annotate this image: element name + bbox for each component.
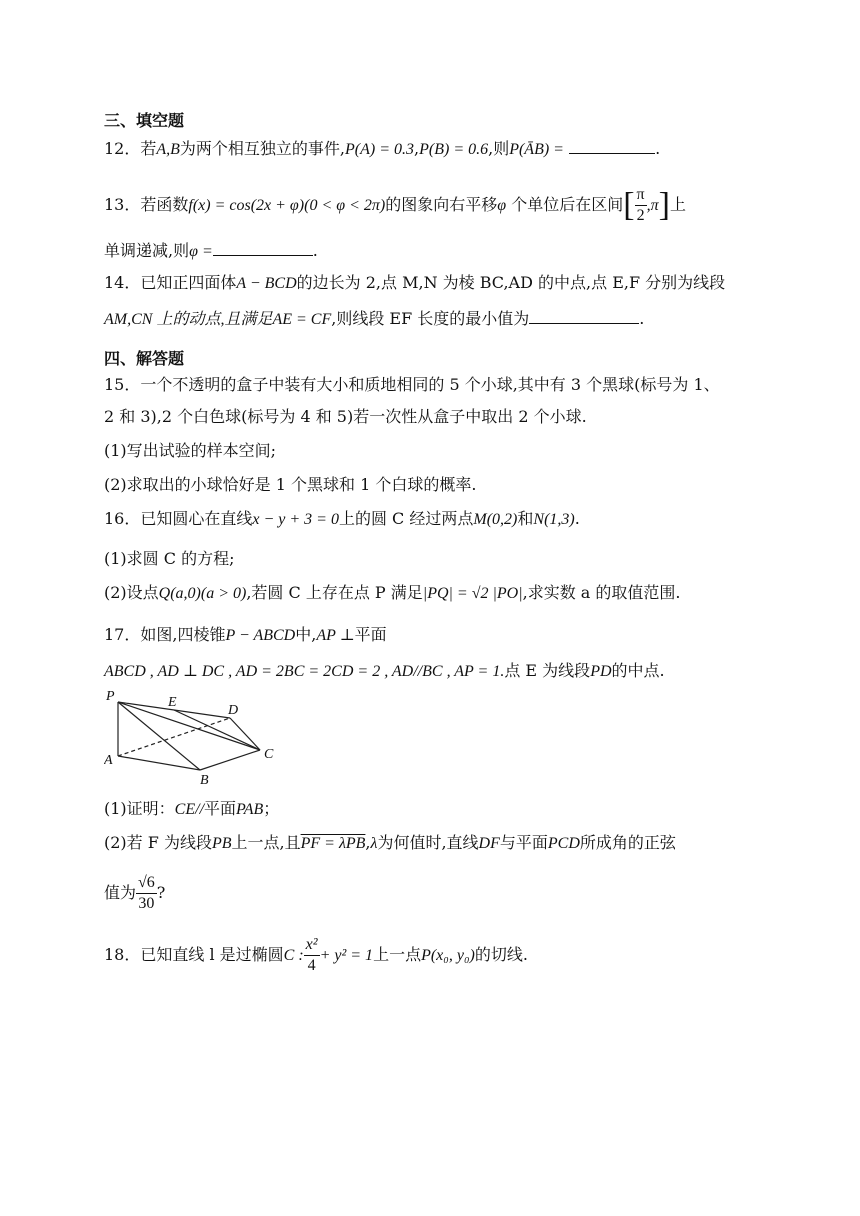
q18-text: 上一点 bbox=[373, 945, 422, 964]
fraction-pi-over-2 bbox=[635, 185, 647, 226]
q17-pyramid: P − ABCD bbox=[225, 627, 296, 644]
q12-text: 12．若 bbox=[104, 139, 157, 158]
question-17-part-1 bbox=[104, 798, 760, 821]
q14-text: ,则线段 EF 长度的最小值为 bbox=[331, 309, 530, 328]
fraction-numerator: √6 bbox=[136, 873, 157, 894]
q16-text: (2)设点 bbox=[104, 583, 159, 602]
edge-pc bbox=[118, 702, 260, 750]
q16-condition: |PQ| = √2 |PO| bbox=[422, 585, 523, 602]
q17-segment-pb: PB bbox=[211, 835, 232, 852]
q17-plane-pab: PAB bbox=[236, 801, 264, 818]
q14-text: 14．已知正四面体 bbox=[104, 273, 237, 292]
interval-upper: ,π bbox=[646, 197, 659, 214]
q17-text: (2)若 F 为线段 bbox=[104, 833, 212, 852]
answer-blank bbox=[213, 241, 313, 256]
q17-line-df: DF bbox=[478, 835, 500, 852]
q18-ellipse-tail: + y² = 1 bbox=[319, 947, 374, 964]
q17-text: 中, bbox=[295, 625, 317, 644]
q17-plane-pcd: PCD bbox=[547, 835, 580, 852]
question-15: 15．一个不透明的盒子中装有大小和质地相同的 5 个小球,其中有 3 个黑球(标号为 1、 bbox=[104, 375, 720, 394]
q16-text: ,若圆 C 上存在点 P 满足 bbox=[246, 583, 423, 602]
fraction-denominator: 4 bbox=[307, 957, 316, 974]
label-a: A bbox=[104, 753, 113, 768]
q17-text: 值为 bbox=[104, 883, 137, 902]
q17-text: (1)证明： bbox=[104, 799, 175, 818]
question-16-part-2 bbox=[104, 582, 760, 605]
question-15-line-2: 2 和 3),2 个白色球(标号为 4 和 5)若一次性从盒子中取出 2 个小球. bbox=[104, 407, 587, 426]
q16-text: 上的圆 C 经过两点 bbox=[338, 509, 474, 528]
q13-text: 上 bbox=[669, 195, 686, 214]
q17-text: , bbox=[365, 833, 371, 852]
q17-text: 为何值时,直线 bbox=[377, 833, 479, 852]
q12-prob-b: P(B) = 0.6 bbox=[419, 141, 489, 158]
edge-bc bbox=[200, 750, 260, 770]
q17-perpendicular: AP ⊥ bbox=[316, 627, 355, 644]
q17-text: ? bbox=[156, 883, 166, 902]
label-d: D bbox=[228, 703, 239, 718]
question-15-part-1: (1)写出试验的样本空间; bbox=[104, 441, 277, 460]
fraction-x2-over-4 bbox=[304, 935, 320, 976]
q13-text: 13．若函数 bbox=[104, 195, 189, 214]
pyramid-figure bbox=[104, 688, 284, 792]
q17-vector-condition: PF = λPB bbox=[300, 835, 366, 852]
q17-ce-parallel: CE// bbox=[174, 801, 205, 818]
q17-text: 点 E 为线段 bbox=[504, 661, 591, 680]
q17-text: 的中点. bbox=[611, 661, 665, 680]
q17-text: 与平面 bbox=[499, 833, 548, 852]
q14-tetrahedron: A − BCD bbox=[236, 275, 297, 292]
q17-text: 所成角的正弦 bbox=[579, 833, 676, 852]
question-13 bbox=[104, 180, 760, 230]
question-16-part-1: (1)求圆 C 的方程; bbox=[104, 549, 235, 568]
q17-text: 平面 bbox=[354, 625, 387, 644]
q16-point-n: N(1,3) bbox=[533, 511, 575, 528]
fraction-denominator: 30 bbox=[138, 895, 155, 912]
q17-text: 17．如图,四棱锥 bbox=[104, 625, 226, 644]
label-e: E bbox=[168, 695, 177, 710]
label-p: P bbox=[106, 689, 115, 704]
q13-text: 单调递减,则 bbox=[104, 241, 190, 260]
question-17-line-4 bbox=[104, 868, 760, 918]
section-heading-solve: 四、解答题 bbox=[104, 349, 185, 368]
q12-text: 为两个相互独立的事件, bbox=[179, 139, 346, 158]
label-c: C bbox=[264, 747, 274, 762]
label-b: B bbox=[200, 773, 209, 788]
q12-prob-a: P(A) = 0.3 bbox=[345, 141, 415, 158]
answer-blank bbox=[569, 139, 655, 154]
question-13-line-2: 单调递减,则φ = . bbox=[104, 241, 318, 260]
q16-period: . bbox=[574, 509, 580, 528]
question-15-part-2: (2)求取出的小球恰好是 1 个黑球和 1 个白球的概率. bbox=[104, 475, 477, 494]
q14-text: AM,CN 上的动点,且满足 bbox=[104, 311, 273, 328]
q18-ellipse-name: C : bbox=[283, 947, 304, 964]
q16-point-m: M(0,2) bbox=[473, 511, 518, 528]
q18-text: 的切线. bbox=[474, 945, 528, 964]
section-heading-fill-in: 三、填空题 bbox=[104, 111, 185, 130]
q16-text: 16．已知圆心在直线 bbox=[104, 509, 253, 528]
question-14-line-2: AM,CN 上的动点,且满足AE = CF,则线段 EF 长度的最小值为 . bbox=[104, 309, 645, 328]
q13-phi: φ bbox=[497, 197, 507, 214]
question-12: 12．若A,B为两个相互独立的事件,P(A) = 0.3,P(B) = 0.6,则P(ĀB) = . bbox=[104, 139, 661, 158]
question-17 bbox=[104, 624, 760, 647]
fraction-numerator: π bbox=[635, 185, 647, 206]
q14-condition: AE = CF bbox=[272, 311, 332, 328]
q18-text: 18．已知直线 l 是过椭圆 bbox=[104, 945, 284, 964]
q18-point-p: P(x₀, y₀) bbox=[421, 947, 475, 964]
q17-conditions: ABCD , AD ⊥ DC , AD = 2BC = 2CD = 2 , AD//BC , AP = 1. bbox=[104, 663, 505, 680]
q13-text: 个单位后在区间 bbox=[511, 195, 624, 214]
question-17-line-2 bbox=[104, 660, 760, 683]
q17-lambda: λ bbox=[370, 835, 378, 852]
q16-text: 和 bbox=[517, 509, 534, 528]
pyramid-diagram bbox=[104, 688, 284, 788]
q16-text: ,求实数 a 的取值范围. bbox=[522, 583, 681, 602]
question-14 bbox=[104, 272, 760, 295]
q16-line-equation: x − y + 3 = 0 bbox=[252, 511, 339, 528]
q17-text: 上一点,且 bbox=[231, 833, 301, 852]
fraction-denominator: 2 bbox=[636, 207, 645, 224]
question-17-part-2 bbox=[104, 832, 760, 855]
right-bracket: ] bbox=[658, 186, 670, 224]
q17-text: 平面 bbox=[204, 799, 237, 818]
q16-point-q: Q(a,0)(a > 0) bbox=[158, 585, 247, 602]
q12-events: A,B bbox=[156, 141, 180, 158]
q14-text: 的边长为 2,点 M,N 为棱 BC,AD 的中点,点 E,F 分别为线段 bbox=[296, 273, 726, 292]
left-bracket: [ bbox=[623, 186, 635, 224]
q12-prob-target: P(ĀB) = bbox=[509, 141, 564, 158]
edge-ab bbox=[118, 756, 200, 770]
answer-blank bbox=[529, 309, 639, 324]
question-18 bbox=[104, 930, 760, 980]
q12-text: ,则 bbox=[488, 139, 510, 158]
q13-phi-equals: φ = bbox=[189, 243, 213, 260]
q13-text: 的图象向右平移 bbox=[385, 195, 498, 214]
fraction-numerator: x² bbox=[304, 935, 320, 956]
q17-text: ； bbox=[263, 799, 280, 818]
question-16 bbox=[104, 508, 760, 531]
fraction-sqrt6-over-30 bbox=[136, 873, 157, 914]
edge-ad-hidden bbox=[118, 718, 230, 756]
q17-segment-pd: PD bbox=[590, 663, 612, 680]
q13-function: f(x) = cos(2x + φ)(0 < φ < 2π) bbox=[188, 197, 386, 214]
